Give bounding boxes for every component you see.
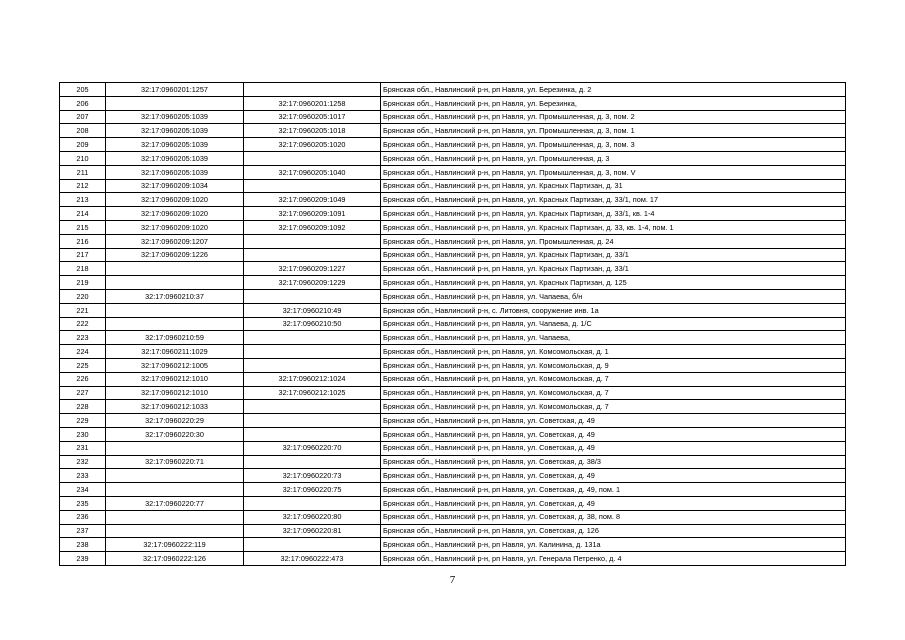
address-cell: Брянская обл., Навлинский р-н, рп Навля, ул. Советская, д. 49 (381, 496, 846, 510)
table-row (60, 331, 846, 345)
address-cell: Брянская обл., Навлинский р-н, рп Навля, ул. Красных Партизан, д. 33, кв. 1-4, пом. 1 (381, 220, 846, 234)
address-cell: Брянская обл., Навлинский р-н, рп Навля, ул. Советская, д. 49 (381, 414, 846, 428)
related-cadastral-number-cell (244, 538, 381, 552)
related-cadastral-number-cell: 32:17:0960210:50 (244, 317, 381, 331)
related-cadastral-number-cell: 32:17:0960220:70 (244, 441, 381, 455)
row-number-cell: 229 (60, 414, 106, 428)
address-cell: Брянская обл., Навлинский р-н, рп Навля, ул. Комсомольская, д. 7 (381, 372, 846, 386)
cadastral-number-cell (106, 524, 244, 538)
cadastral-number-cell: 32:17:0960209:1020 (106, 220, 244, 234)
row-number-cell: 223 (60, 331, 106, 345)
cadastral-number-cell: 32:17:0960212:1033 (106, 400, 244, 414)
related-cadastral-number-cell (244, 234, 381, 248)
address-cell: Брянская обл., Навлинский р-н, рп Навля, ул. Красных Партизан, д. 125 (381, 276, 846, 290)
table-row (60, 83, 846, 97)
row-number-cell: 219 (60, 276, 106, 290)
table-row (60, 124, 846, 138)
cadastral-number-cell (106, 303, 244, 317)
cadastral-number-cell: 32:17:0960220:77 (106, 496, 244, 510)
page-number: 7 (449, 574, 456, 586)
related-cadastral-number-cell (244, 248, 381, 262)
row-number-cell: 212 (60, 179, 106, 193)
related-cadastral-number-cell: 32:17:0960205:1020 (244, 138, 381, 152)
cadastral-number-cell: 32:17:0960205:1039 (106, 124, 244, 138)
address-cell: Брянская обл., Навлинский р-н, рп Навля, ул. Березинка, (381, 96, 846, 110)
table-row (60, 220, 846, 234)
related-cadastral-number-cell (244, 414, 381, 428)
row-number-cell: 224 (60, 345, 106, 359)
row-number-cell: 228 (60, 400, 106, 414)
related-cadastral-number-cell (244, 400, 381, 414)
address-cell: Брянская обл., Навлинский р-н, с. Литовня, сооружение инв. 1а (381, 303, 846, 317)
cadastral-number-cell: 32:17:0960212:1010 (106, 372, 244, 386)
table-row (60, 262, 846, 276)
related-cadastral-number-cell: 32:17:0960205:1017 (244, 110, 381, 124)
related-cadastral-number-cell: 32:17:0960209:1049 (244, 193, 381, 207)
row-number-cell: 213 (60, 193, 106, 207)
related-cadastral-number-cell: 32:17:0960209:1091 (244, 207, 381, 221)
table-row (60, 372, 846, 386)
address-cell: Брянская обл., Навлинский р-н, рп Навля, ул. Красных Партизан, д. 31 (381, 179, 846, 193)
related-cadastral-number-cell: 32:17:0960210:49 (244, 303, 381, 317)
row-number-cell: 233 (60, 469, 106, 483)
cadastral-number-cell: 32:17:0960212:1005 (106, 358, 244, 372)
table-row (60, 496, 846, 510)
address-cell: Брянская обл., Навлинский р-н, рп Навля, ул. Комсомольская, д. 9 (381, 358, 846, 372)
address-cell: Брянская обл., Навлинский р-н, рп Навля, ул. Промышленная, д. 3, пом. 2 (381, 110, 846, 124)
cadastral-number-cell: 32:17:0960222:126 (106, 552, 244, 566)
table-row (60, 400, 846, 414)
table-row (60, 303, 846, 317)
related-cadastral-number-cell (244, 427, 381, 441)
cadastral-number-cell: 32:17:0960211:1029 (106, 345, 244, 359)
row-number-cell: 231 (60, 441, 106, 455)
row-number-cell: 207 (60, 110, 106, 124)
cadastral-number-cell: 32:17:0960220:30 (106, 427, 244, 441)
cadastral-number-cell (106, 262, 244, 276)
cadastral-number-cell: 32:17:0960209:1226 (106, 248, 244, 262)
related-cadastral-number-cell: 32:17:0960220:81 (244, 524, 381, 538)
address-cell: Брянская обл., Навлинский р-н, рп Навля, ул. Красных Партизан, д. 33/1, кв. 1-4 (381, 207, 846, 221)
address-cell: Брянская обл., Навлинский р-н, рп Навля, ул. Генерала Петренко, д. 4 (381, 552, 846, 566)
related-cadastral-number-cell: 32:17:0960222:473 (244, 552, 381, 566)
related-cadastral-number-cell (244, 455, 381, 469)
table-row (60, 538, 846, 552)
table-row (60, 96, 846, 110)
related-cadastral-number-cell (244, 289, 381, 303)
table-row (60, 207, 846, 221)
related-cadastral-number-cell (244, 496, 381, 510)
related-cadastral-number-cell (244, 331, 381, 345)
row-number-cell: 230 (60, 427, 106, 441)
address-cell: Брянская обл., Навлинский р-н, рп Навля, ул. Советская, д. 49, пом. 1 (381, 483, 846, 497)
table-row (60, 138, 846, 152)
address-cell: Брянская обл., Навлинский р-н, рп Навля, ул. Советская, д. 49 (381, 469, 846, 483)
row-number-cell: 209 (60, 138, 106, 152)
address-cell: Брянская обл., Навлинский р-н, рп Навля, ул. Калинина, д. 131а (381, 538, 846, 552)
related-cadastral-number-cell: 32:17:0960209:1092 (244, 220, 381, 234)
cadastral-number-cell: 32:17:0960212:1010 (106, 386, 244, 400)
registry-table-body (60, 83, 846, 566)
row-number-cell: 234 (60, 483, 106, 497)
address-cell: Брянская обл., Навлинский р-н, рп Навля, ул. Промышленная, д. 3 (381, 151, 846, 165)
related-cadastral-number-cell (244, 179, 381, 193)
row-number-cell: 206 (60, 96, 106, 110)
address-cell: Брянская обл., Навлинский р-н, рп Навля, ул. Советская, д. 38/3 (381, 455, 846, 469)
cadastral-number-cell: 32:17:0960209:1207 (106, 234, 244, 248)
cadastral-number-cell (106, 317, 244, 331)
row-number-cell: 222 (60, 317, 106, 331)
table-row (60, 386, 846, 400)
address-cell: Брянская обл., Навлинский р-н, рп Навля, ул. Промышленная, д. 24 (381, 234, 846, 248)
cadastral-number-cell: 32:17:0960205:1039 (106, 110, 244, 124)
row-number-cell: 205 (60, 83, 106, 97)
related-cadastral-number-cell: 32:17:0960220:75 (244, 483, 381, 497)
table-row (60, 455, 846, 469)
address-cell: Брянская обл., Навлинский р-н, рп Навля, ул. Красных Партизан, д. 33/1 (381, 248, 846, 262)
row-number-cell: 220 (60, 289, 106, 303)
table-row (60, 276, 846, 290)
address-cell: Брянская обл., Навлинский р-н, рп Навля, ул. Советская, д. 49 (381, 441, 846, 455)
row-number-cell: 235 (60, 496, 106, 510)
cadastral-number-cell: 32:17:0960205:1039 (106, 151, 244, 165)
table-row (60, 110, 846, 124)
address-cell: Брянская обл., Навлинский р-н, рп Навля, ул. Чапаева, д. 1/С (381, 317, 846, 331)
address-cell: Брянская обл., Навлинский р-н, рп Навля, ул. Чапаева, б/н (381, 289, 846, 303)
cadastral-number-cell: 32:17:0960205:1039 (106, 138, 244, 152)
address-cell: Брянская обл., Навлинский р-н, рп Навля, ул. Советская, д. 38, пом. 8 (381, 510, 846, 524)
table-row (60, 552, 846, 566)
row-number-cell: 208 (60, 124, 106, 138)
cadastral-number-cell: 32:17:0960209:1020 (106, 207, 244, 221)
row-number-cell: 216 (60, 234, 106, 248)
cadastral-number-cell: 32:17:0960210:59 (106, 331, 244, 345)
table-row (60, 248, 846, 262)
table-row (60, 469, 846, 483)
table-row (60, 427, 846, 441)
related-cadastral-number-cell: 32:17:0960212:1025 (244, 386, 381, 400)
cadastral-number-cell: 32:17:0960222:119 (106, 538, 244, 552)
related-cadastral-number-cell: 32:17:0960212:1024 (244, 372, 381, 386)
related-cadastral-number-cell: 32:17:0960205:1018 (244, 124, 381, 138)
row-number-cell: 215 (60, 220, 106, 234)
row-number-cell: 238 (60, 538, 106, 552)
table-row (60, 151, 846, 165)
row-number-cell: 226 (60, 372, 106, 386)
row-number-cell: 225 (60, 358, 106, 372)
address-cell: Брянская обл., Навлинский р-н, рп Навля, ул. Промышленная, д. 3, пом. 1 (381, 124, 846, 138)
row-number-cell: 210 (60, 151, 106, 165)
address-cell: Брянская обл., Навлинский р-н, рп Навля, ул. Промышленная, д. 3, пом. 3 (381, 138, 846, 152)
row-number-cell: 239 (60, 552, 106, 566)
registry-table (59, 82, 846, 566)
table-row (60, 483, 846, 497)
table-row (60, 510, 846, 524)
table-row (60, 165, 846, 179)
cadastral-number-cell: 32:17:0960209:1034 (106, 179, 244, 193)
address-cell: Брянская обл., Навлинский р-н, рп Навля, ул. Красных Партизан, д. 33/1 (381, 262, 846, 276)
table-row (60, 345, 846, 359)
row-number-cell: 218 (60, 262, 106, 276)
table-row (60, 179, 846, 193)
related-cadastral-number-cell: 32:17:0960205:1040 (244, 165, 381, 179)
cadastral-number-cell (106, 483, 244, 497)
cadastral-number-cell: 32:17:0960209:1020 (106, 193, 244, 207)
cadastral-number-cell: 32:17:0960205:1039 (106, 165, 244, 179)
table-row (60, 524, 846, 538)
table-row (60, 289, 846, 303)
cadastral-number-cell (106, 276, 244, 290)
cadastral-number-cell: 32:17:0960220:29 (106, 414, 244, 428)
row-number-cell: 227 (60, 386, 106, 400)
row-number-cell: 237 (60, 524, 106, 538)
row-number-cell: 236 (60, 510, 106, 524)
table-row (60, 441, 846, 455)
related-cadastral-number-cell (244, 345, 381, 359)
related-cadastral-number-cell: 32:17:0960220:73 (244, 469, 381, 483)
cadastral-number-cell: 32:17:0960210:37 (106, 289, 244, 303)
related-cadastral-number-cell: 32:17:0960209:1229 (244, 276, 381, 290)
table-row (60, 414, 846, 428)
address-cell: Брянская обл., Навлинский р-н, рп Навля, ул. Красных Партизан, д. 33/1, пом. 17 (381, 193, 846, 207)
address-cell: Брянская обл., Навлинский р-н, рп Навля, ул. Комсомольская, д. 7 (381, 386, 846, 400)
cadastral-number-cell (106, 510, 244, 524)
row-number-cell: 214 (60, 207, 106, 221)
row-number-cell: 232 (60, 455, 106, 469)
related-cadastral-number-cell: 32:17:0960201:1258 (244, 96, 381, 110)
address-cell: Брянская обл., Навлинский р-н, рп Навля, ул. Березинка, д. 2 (381, 83, 846, 97)
cadastral-number-cell (106, 469, 244, 483)
cadastral-number-cell (106, 96, 244, 110)
table-row (60, 358, 846, 372)
cadastral-number-cell: 32:17:0960201:1257 (106, 83, 244, 97)
row-number-cell: 221 (60, 303, 106, 317)
cadastral-number-cell (106, 441, 244, 455)
related-cadastral-number-cell (244, 358, 381, 372)
address-cell: Брянская обл., Навлинский р-н, рп Навля, ул. Комсомольская, д. 7 (381, 400, 846, 414)
cadastral-number-cell: 32:17:0960220:71 (106, 455, 244, 469)
related-cadastral-number-cell (244, 151, 381, 165)
row-number-cell: 211 (60, 165, 106, 179)
table-row (60, 317, 846, 331)
address-cell: Брянская обл., Навлинский р-н, рп Навля, ул. Комсомольская, д. 1 (381, 345, 846, 359)
related-cadastral-number-cell (244, 83, 381, 97)
related-cadastral-number-cell: 32:17:0960209:1227 (244, 262, 381, 276)
address-cell: Брянская обл., Навлинский р-н, рп Навля, ул. Советская, д. 49 (381, 427, 846, 441)
address-cell: Брянская обл., Навлинский р-н, рп Навля, ул. Советская, д. 126 (381, 524, 846, 538)
table-row (60, 234, 846, 248)
row-number-cell: 217 (60, 248, 106, 262)
related-cadastral-number-cell: 32:17:0960220:80 (244, 510, 381, 524)
table-row (60, 193, 846, 207)
address-cell: Брянская обл., Навлинский р-н, рп Навля, ул. Чапаева, (381, 331, 846, 345)
address-cell: Брянская обл., Навлинский р-н, рп Навля, ул. Промышленная, д. 3, пом. V (381, 165, 846, 179)
